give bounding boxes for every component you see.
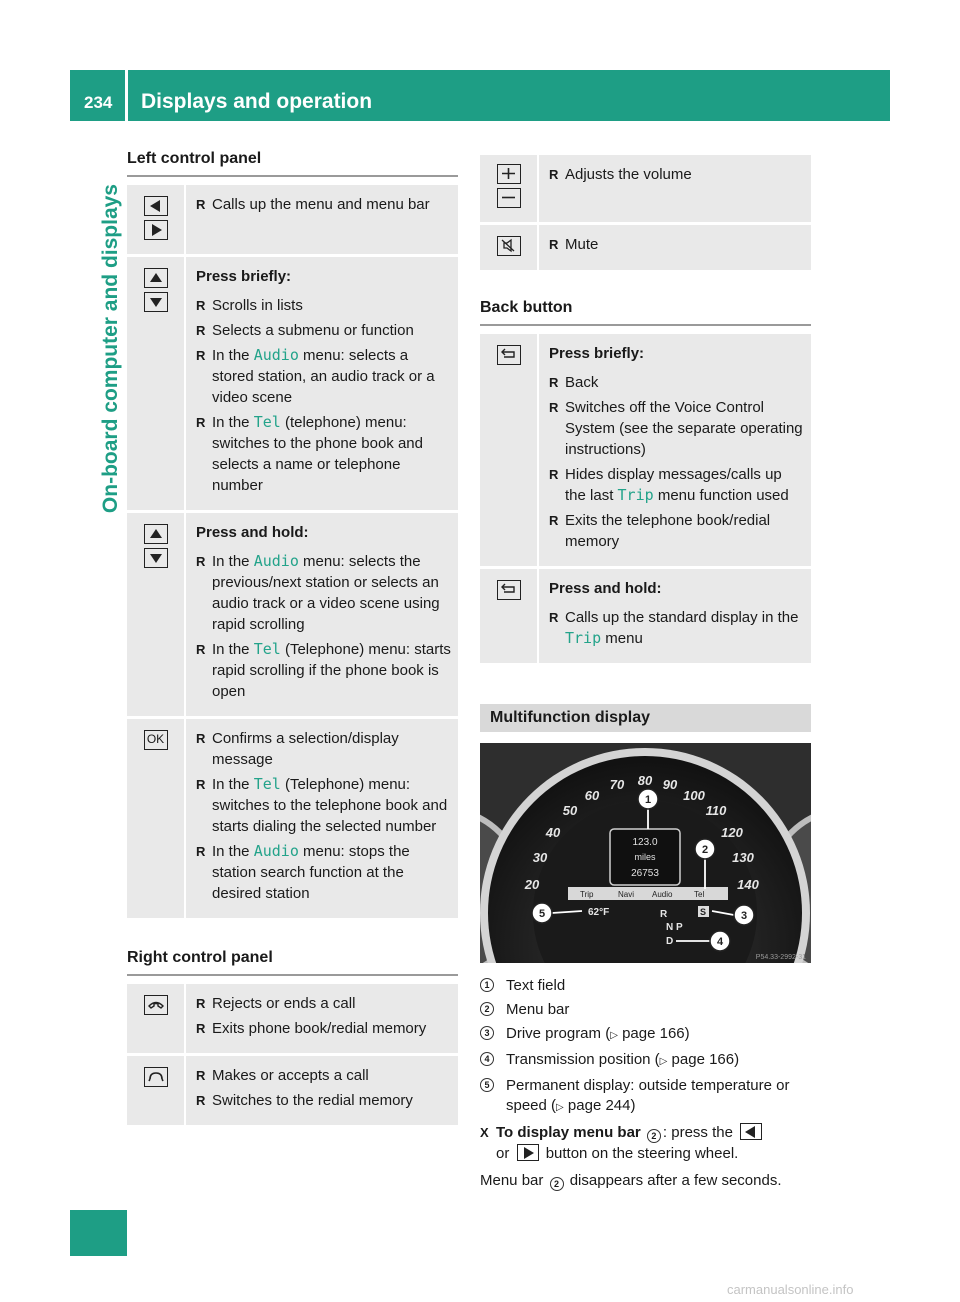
arrow-left-key-icon: [144, 196, 168, 216]
speed-label: 90: [662, 777, 678, 792]
back-key-icon: [497, 345, 521, 365]
hang-up-phone-icon: [144, 995, 168, 1015]
page-ref-triangle-icon: ▷: [610, 1030, 618, 1041]
speed-label: 20: [524, 877, 540, 892]
menu-bar-item: Navi: [618, 890, 635, 899]
list-item: 4 Transmission position (▷ page 166): [480, 1050, 811, 1072]
menu-code: Trip: [617, 486, 654, 504]
list-item: R In the Audio menu: selects the previous/next station or selects an audio track or a video scene using rapid scrolling: [196, 551, 452, 635]
display-value: 123.0: [632, 837, 658, 848]
right-control-panel-table: [127, 984, 458, 1128]
display-odometer: 26753: [631, 868, 659, 879]
volume-minus-key-icon: [497, 188, 521, 208]
table-row: [480, 224, 811, 272]
list-item: R Hides display messages/calls up the last Trip menu function used: [549, 464, 805, 506]
gear-np: N P: [666, 922, 683, 933]
list-item: 1 Text field: [480, 976, 811, 996]
list-item: R In the Audio menu: stops the station search function at the desired station: [196, 841, 452, 904]
callout-badge: 3: [480, 1026, 494, 1040]
callout-number: 3: [740, 910, 748, 922]
callout-badge: 1: [480, 978, 494, 992]
table-row: [127, 1055, 458, 1127]
row-lead: Press briefly:: [196, 268, 292, 285]
accept-call-phone-icon: [144, 1067, 168, 1087]
ok-key-icon: OK: [144, 730, 168, 750]
page-reference[interactable]: page 166): [671, 1051, 740, 1068]
volume-table: [480, 155, 811, 273]
list-item: R Makes or accepts a call: [196, 1065, 452, 1086]
back-key-icon: [497, 580, 521, 600]
speed-label: 110: [705, 803, 727, 818]
menu-code: Audio: [253, 346, 299, 364]
back-button-heading: Back button: [480, 299, 811, 326]
menu-code: Audio: [253, 842, 299, 860]
speed-label: 120: [721, 825, 743, 840]
table-row: [127, 512, 458, 718]
list-item: R Switches off the Voice Control System (see the separate operating instructions): [549, 397, 805, 460]
list-item: R In the Audio menu: selects a stored station, an audio track or a video scene: [196, 345, 452, 408]
display-unit: miles: [634, 852, 656, 862]
callout-number: 5: [538, 908, 546, 920]
multifunction-display-heading: Multifunction display: [480, 704, 811, 732]
speed-label: 70: [609, 777, 625, 792]
table-row: [480, 334, 811, 568]
row-lead: Press and hold:: [549, 580, 662, 597]
arrow-up-key-icon: [144, 524, 168, 544]
drive-program: S: [700, 907, 707, 917]
table-row: [127, 718, 458, 920]
menu-bar-item: Tel: [694, 890, 705, 899]
list-item: R Exits phone book/redial memory: [196, 1018, 452, 1039]
callout-list: [480, 976, 811, 1118]
volume-plus-key-icon: [497, 164, 521, 184]
back-button-table: [480, 334, 811, 666]
list-item: 5 Permanent display: outside temperature or speed (▷ page 244): [480, 1076, 811, 1118]
arrow-down-key-icon: [144, 548, 168, 568]
menu-bar-item: Trip: [580, 890, 594, 899]
callout-badge: 4: [480, 1052, 494, 1066]
row-lead: Press and hold:: [196, 524, 309, 541]
row-lead: Press briefly:: [549, 345, 645, 362]
menu-code: Tel: [253, 640, 281, 658]
gear-d: D: [666, 936, 674, 947]
side-marker: [70, 1210, 127, 1256]
menu-code: Trip: [565, 629, 602, 647]
footer-url[interactable]: carmanualsonline.info: [727, 1282, 854, 1297]
table-row: [127, 185, 458, 256]
page-reference[interactable]: page 166): [622, 1025, 690, 1042]
left-column: [127, 150, 458, 1128]
arrow-down-key-icon: [144, 292, 168, 312]
menu-code: Tel: [253, 775, 281, 793]
table-row: [127, 984, 458, 1055]
list-item: R Mute: [549, 234, 805, 255]
list-item: R Calls up the standard display in the Trip menu: [549, 607, 805, 649]
outside-temperature: 62°F: [588, 907, 610, 918]
menu-code: Audio: [253, 552, 299, 570]
speed-label: 30: [532, 850, 548, 865]
callout-badge: 2: [550, 1177, 564, 1191]
table-row: [480, 155, 811, 224]
page-ref-triangle-icon: ▷: [556, 1102, 564, 1113]
list-item: 2 Menu bar: [480, 1000, 811, 1020]
list-item: R Switches to the redial memory: [196, 1090, 452, 1111]
callout-badge: 2: [647, 1129, 661, 1143]
header-divider: [125, 70, 128, 121]
list-item: R In the Tel (telephone) menu: switches to the phone book and selects a name or telephone number: [196, 412, 452, 496]
speed-label: 80: [637, 773, 653, 788]
page-reference[interactable]: page 244): [567, 1097, 636, 1114]
speed-label: 100: [683, 788, 705, 803]
list-item: 3 Drive program (▷ page 166): [480, 1024, 811, 1046]
list-item: R Confirms a selection/display message: [196, 728, 452, 770]
list-item: R Back: [549, 372, 805, 393]
side-section-label: On-board computer and displays: [99, 184, 122, 514]
page-ref-triangle-icon: ▷: [659, 1056, 668, 1067]
page-number: 234: [84, 93, 113, 112]
image-code: P54.33-2992-31: [755, 954, 806, 961]
list-item: R Selects a submenu or function: [196, 320, 452, 341]
list-item: R Scrolls in lists: [196, 295, 452, 316]
gear-r: R: [660, 909, 668, 920]
list-item: R In the Tel (Telephone) menu: starts rapid scrolling if the phone book is open: [196, 639, 452, 702]
instruction-step: X To display menu bar 2 : press the or button on the steering wheel.: [480, 1122, 811, 1164]
callout-badge: 2: [480, 1002, 494, 1016]
menu-bar-item: Audio: [652, 890, 673, 899]
list-item: R Adjusts the volume: [549, 164, 805, 185]
arrow-right-key-icon: [517, 1144, 539, 1161]
note-text: Menu bar 2 disappears after a few seconds.: [480, 1172, 782, 1189]
left-control-panel-table: [127, 185, 458, 921]
arrow-left-key-icon: [740, 1123, 762, 1140]
table-row: [480, 568, 811, 665]
callout-badge: 5: [480, 1078, 494, 1092]
list-item: R Rejects or ends a call: [196, 993, 452, 1014]
mute-key-icon: [497, 236, 521, 256]
callout-number: 1: [644, 794, 652, 806]
right-control-panel-heading: Right control panel: [127, 949, 458, 976]
list-item: R Exits the telephone book/redial memory: [549, 510, 805, 552]
list-item: R In the Tel (Telephone) menu: switches to the telephone book and starts dialing the selected number: [196, 774, 452, 837]
menu-code: Tel: [253, 413, 281, 431]
instrument-cluster-image: [480, 743, 811, 963]
right-column: [480, 155, 811, 1191]
table-row: [127, 256, 458, 512]
speed-label: 60: [584, 788, 600, 803]
speed-label: 130: [732, 850, 754, 865]
callout-number: 4: [716, 936, 724, 948]
callout-number: 2: [701, 844, 709, 856]
left-control-panel-heading: Left control panel: [127, 150, 458, 177]
arrow-up-key-icon: [144, 268, 168, 288]
list-item: R Calls up the menu and menu bar: [196, 194, 452, 215]
speed-label: 140: [737, 877, 759, 892]
speed-label: 50: [562, 803, 578, 818]
page-title: Displays and operation: [141, 90, 373, 113]
arrow-right-key-icon: [144, 220, 168, 240]
speed-label: 40: [545, 825, 561, 840]
